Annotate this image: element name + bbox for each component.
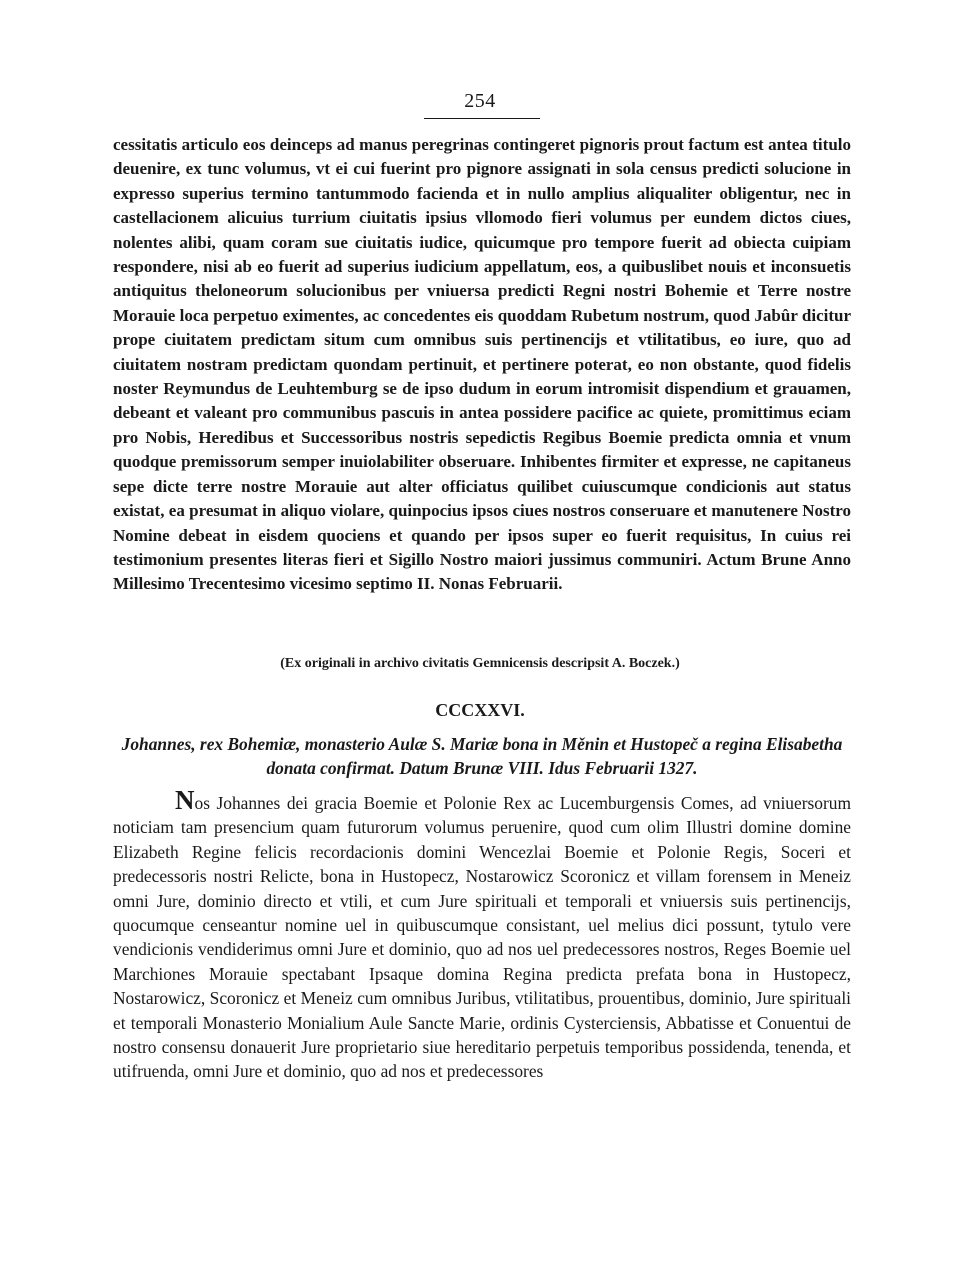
header-rule <box>424 118 540 119</box>
continuation-paragraph: cessitatis articulo eos deinceps ad manus peregrinas contingeret pignoris prout factum est antea titulo deuenire, ex tunc volumus, vt ei cui fuerint pro pignore assignati in sola census predicti solucione in expresso superius termino tantummodo facienda et in nullo amplius aliqualiter obligentur, nec in castellacionem alicuius turrium ciuitatis ipsius vllomodo fieri volumus per eundem dictos ciues, nolentes alibi, quam coram sue ciuitatis iudice, quicumque pro tempore fuerit ad obiecta cuipiam respondere, nisi ab eo fuerit ad superius iudicium appellatum, eos, a quibuslibet nouis et inconsuetis antiquitus theloneorum solucionibus per vniuersa predicti Regni nostri Bohemie et Terre nostre Morauie loca perpetuo eximentes, ac concedentes eis quoddam Rubetum nostrum, quod Jabûr dicitur prope ciuitatem predictam situm cum omnibus suis pertinencijs et vtilitatibus, eo iure, quo ad ciuitatem nostram predictam quondam pertinuit, et pertinere poterat, eo non obstante, quod fidelis noster Reymundus de Leuhtemburg se de ipso dudum in eorum intromisit dispendium et grauamen, debeant et valeant pro communibus pascuis in antea possidere pacifice ac quiete, promittimus eciam pro Nobis, Heredibus et Successoribus nostris sepedictis Regibus Boemie predicta omnia et vnum quodque premissorum semper inuiolabiliter obseruare. Inhibentes firmiter et expresse, ne capitaneus sepe dicte terre nostre Morauie aut alter officiatus quilibet cuiuscumque condicionis aut status existat, ea presumat in aliquo violare, quinpocius ipsos ciues nostros conseruare et manutenere Nostro Nomine debeat in eisdem quociens et quando per ipsos super eo fuerit requisitus, In cuius rei testimonium presentes literas fieri et Sigillo Nostro maiori jussimus communiri. Actum Brune Anno Millesimo Trecentesimo vicesimo septimo II. Nonas Februarii. <box>113 135 851 594</box>
document-heading: Johannes, rex Bohemiæ, monasterio Aulæ S. Mariæ bona in Měnin et Hustopeč a regina Elisabetha donata confirmat. Datum Brunæ VIII. Idus Februarii 1327. <box>121 734 843 778</box>
document-number: CCCXXVI. <box>435 700 525 720</box>
source-note: (Ex originali in archivo civitatis Gemnicensis descripsit A. Boczek.) <box>280 656 680 671</box>
page-number: 254 <box>464 90 496 112</box>
document-body-text: os Johannes dei gracia Boemie et Polonie Rex ac Lucemburgensis Comes, ad vniuersorum noticiam tam presencium quam futurorum volumus peruenire, quod cum olim Illustri domine domine Elizabeth Regine felicis recordacionis domini Wencezlai Boemie et Polonie Regis, Soceri et predecessoris nostri Relicte, bona in Hustopecz, Nostarowicz Scoronicz et villam forensem in Meneiz omni Jure, dominio directo et vtili, et cum Jure spirituali et temporali et vniuersis suis pertinencijs, quocumque censeantur nomine uel in quibuscumque consistant, uel melius dici possunt, tytulo vere vendicionis vendiderimus omni Jure et dominio, quo ad nos uel predecessores nostros, Reges Boemie uel Marchiones Morauie spectabant Ipsaque domina Regina predicta prefata bona in Hustopecz, Nostarowicz, Scoronicz et Meneiz cum omnibus Juribus, vtilitatibus, prouentibus, dominio, Jure spirituali et temporali Monasterio Monialium Aule Sancte Marie, ordinis Cysterciensis, Abbatisse et Conuentui de nostro consensu donauerit Jure proprietario siue hereditario perpetuis temporibus possidenda, tenenda, et utifruenda, omni Jure et dominio, quo ad nos et predecessores <box>113 793 851 1082</box>
drop-initial: N <box>175 785 195 815</box>
document-body <box>113 785 851 1084</box>
